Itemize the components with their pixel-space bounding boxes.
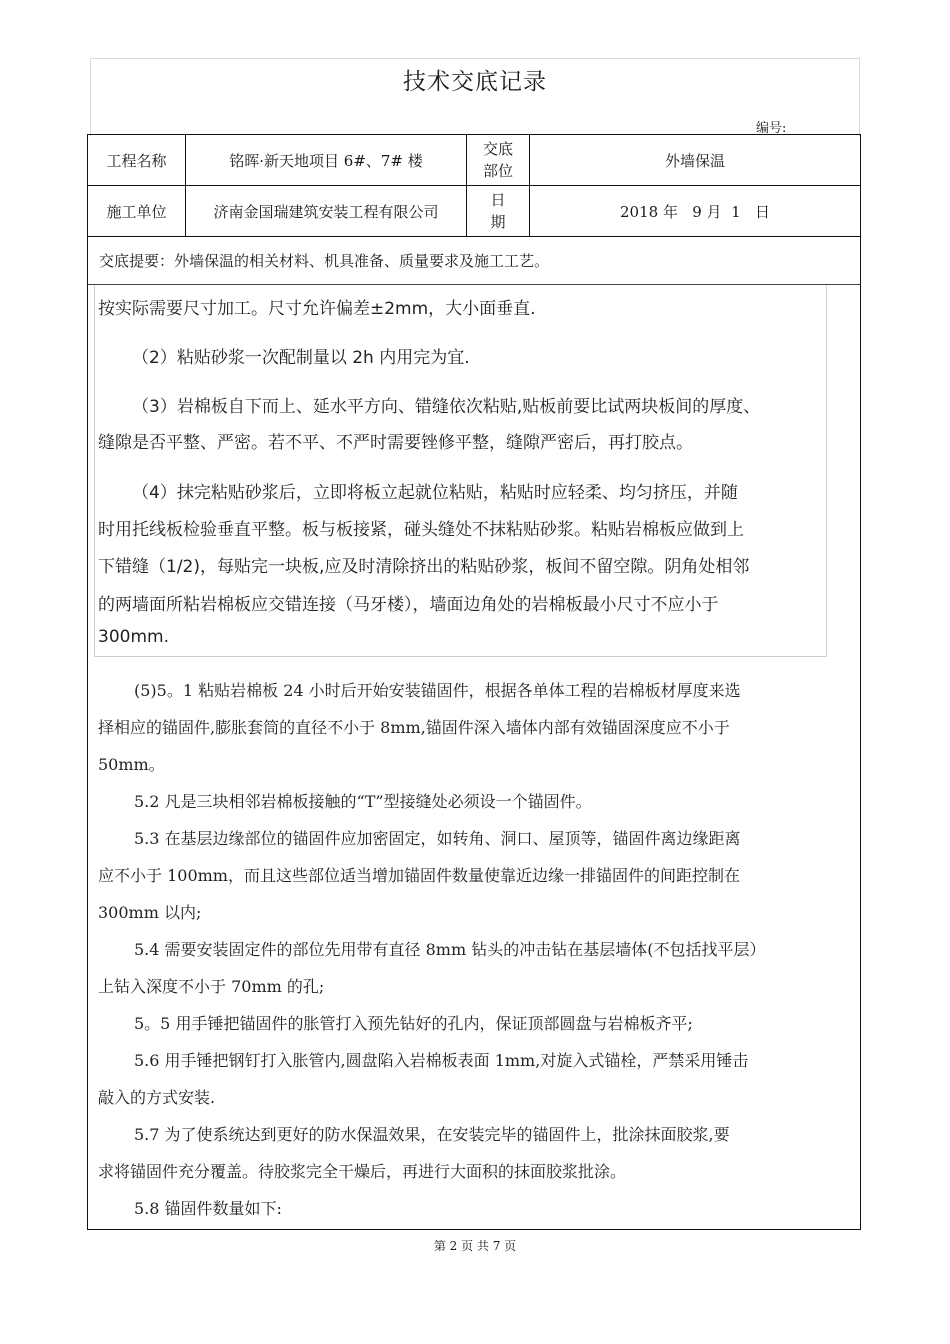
date-label <box>467 186 530 237</box>
content-line: 5.4 需要安装固定件的部位先用带有直径 8mm 钻头的冲击钻在基层墙体(不包括找平层） <box>134 940 766 959</box>
table-row <box>88 135 861 186</box>
content-line: 求将锚固件充分覆盖。待胶浆完全干燥后，再进行大面积的抹面胶浆批涂。 <box>98 1162 627 1181</box>
content-line: （4）抹完粘贴砂浆后，立即将板立起就位粘贴，粘贴时应轻柔、均匀挤压，并随 <box>132 483 738 503</box>
date-value <box>530 186 861 237</box>
content-line: 时用托线板检验垂直平整。板与板接紧，碰头缝处不抹粘贴砂浆。粘贴岩棉板应做到上 <box>98 520 744 540</box>
content-line: 50mm。 <box>98 755 165 774</box>
page-title: 技术交底记录 <box>403 69 547 95</box>
date-label-line1: 日 <box>490 191 506 209</box>
part-label-line1: 交底 <box>482 140 513 158</box>
page-footer: 第 2 页 共 7 页 <box>433 1239 517 1253</box>
content-line: 择相应的锚固件,膨胀套筒的直径不小于 8mm,锚固件深入墙体内部有效锚固深度应不小于 <box>98 718 730 737</box>
content-line: 按实际需要尺寸加工。尺寸允许偏差±2mm，大小面垂直. <box>98 299 536 319</box>
date-value-text: 2018 年 9 月 1 日 <box>620 202 770 221</box>
part-value: 外墙保温 <box>530 135 861 186</box>
content-line: 5。5 用手锤把锚固件的胀管打入预先钻好的孔内，保证顶部圆盘与岩棉板齐平; <box>134 1014 693 1033</box>
project-name-label: 工程名称 <box>88 135 186 186</box>
content-line: 敲入的方式安装. <box>98 1088 216 1107</box>
content-line: 下错缝（1/2)，每贴完一块板,应及时清除挤出的粘贴砂浆，板间不留空隙。阴角处相邻 <box>98 557 750 577</box>
summary-row: 交底提要：外墙保温的相关材料、机具准备、质量要求及施工工艺。 <box>87 237 861 285</box>
content-line: 5.8 锚固件数量如下: <box>134 1199 282 1218</box>
unit-label: 施工单位 <box>88 186 186 237</box>
content-line: 300mm 以内; <box>98 903 202 922</box>
content-line: 5.2 凡是三块相邻岩棉板接触的“T”型接缝处必须设一个锚固件。 <box>134 792 592 811</box>
content-line: 应不小于 100mm，而且这些部位适当增加锚固件数量使靠近边缘一排锚固件的间距控制在 <box>98 866 740 885</box>
content-line: 缝隙是否平整、严密。若不平、不严时需要锉修平整，缝隙严密后，再打胶点。 <box>98 433 693 453</box>
document-number-label: 编号: <box>756 121 787 136</box>
table-row <box>88 186 861 237</box>
content-line: 上钻入深度不小于 70mm 的孔; <box>98 977 325 996</box>
content-line: 的两墙面所粘岩棉板应交错连接（马牙楼），墙面边角处的岩棉板最小尺寸不应小于 <box>98 595 719 615</box>
date-label-line2: 期 <box>490 213 506 231</box>
info-table <box>87 134 861 237</box>
content-line: (5)5。1 粘贴岩棉板 24 小时后开始安装锚固件，根据各单体工程的岩棉板材厚度来选 <box>134 681 741 700</box>
part-label <box>467 135 530 186</box>
content-line: 5.7 为了使系统达到更好的防水保温效果，在安装完毕的锚固件上，批涂抹面胶浆,要 <box>134 1125 730 1144</box>
project-name-value: 铭晖·新天地项目 6#、7# 楼 <box>186 135 467 186</box>
unit-value: 济南金国瑞建筑安装工程有限公司 <box>186 186 467 237</box>
content-line: 5.3 在基层边缘部位的锚固件应加密固定，如转角、洞口、屋顶等，锚固件离边缘距离 <box>134 829 741 848</box>
content-line: 5.6 用手锤把钢钉打入胀管内,圆盘陷入岩棉板表面 1mm,对旋入式锚栓，严禁采用锤击 <box>134 1051 749 1070</box>
content-line: 300mm. <box>98 627 169 647</box>
part-label-line2: 部位 <box>482 162 513 180</box>
content-line: （3）岩棉板自下而上、延水平方向、错缝依次粘贴,贴板前要比试两块板间的厚度、 <box>132 397 761 417</box>
content-line: （2）粘贴砂浆一次配制量以 2h 内用完为宜. <box>132 348 470 368</box>
